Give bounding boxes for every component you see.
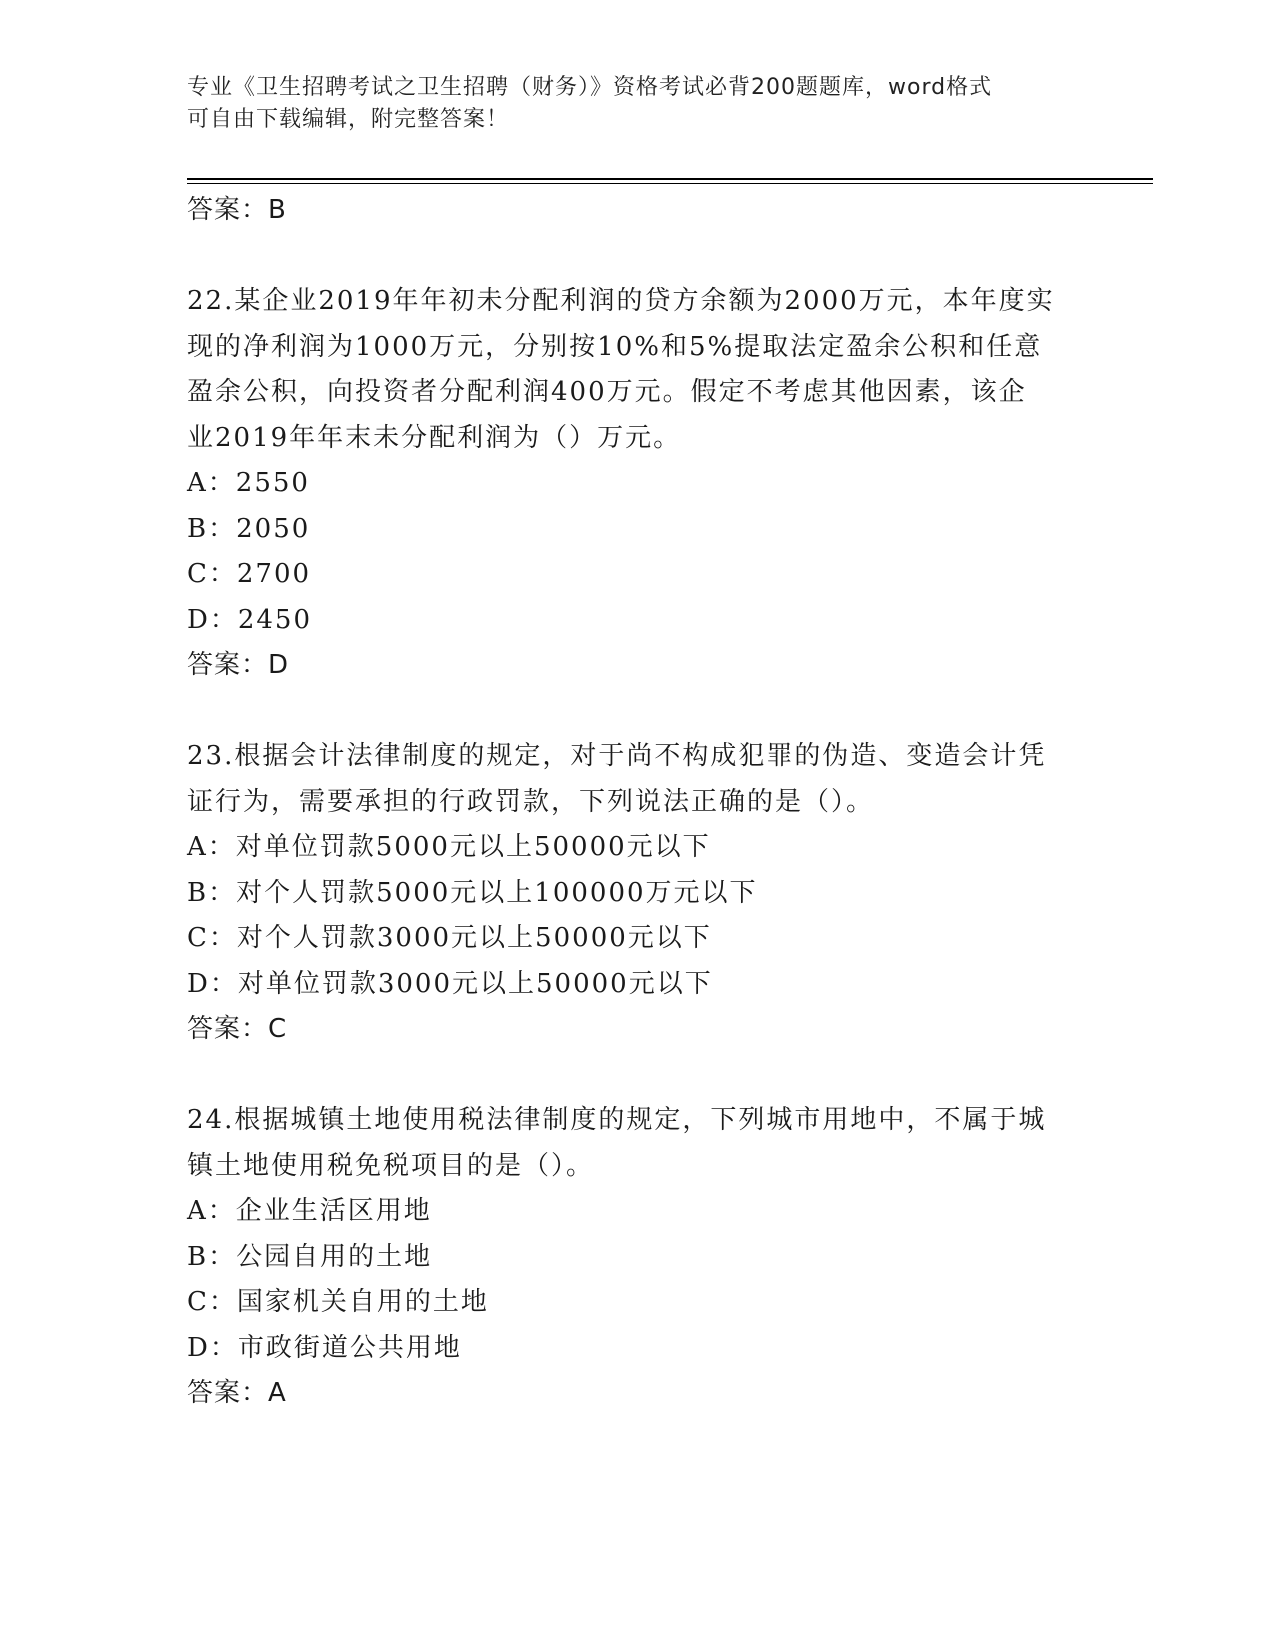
question-list xyxy=(187,188,1087,1415)
stem-line: 23.根据会计法律制度的规定，对于尚不构成犯罪的伪造、变造会计凭 xyxy=(187,741,1047,771)
option-c: C：对个人罚款3000元以上50000元以下 xyxy=(187,923,712,953)
previous-answer: 答案：B xyxy=(187,195,287,225)
option-a: A：对单位罚款5000元以上50000元以下 xyxy=(187,832,711,862)
spacer xyxy=(187,232,1087,279)
header-line-2: 可自由下载编辑，附完整答案！ xyxy=(187,107,510,132)
header-rule-thin xyxy=(187,183,1153,184)
option-d: D：对单位罚款3000元以上50000元以下 xyxy=(187,968,713,999)
question-stem xyxy=(187,279,1087,461)
option-d: D：市政街道公共用地 xyxy=(187,1332,462,1363)
header-line-1: 专业《卫生招聘考试之卫生招聘（财务）》资格考试必背200题题库，word格式 xyxy=(187,75,993,100)
answer-label: 答案：A xyxy=(187,1378,287,1408)
option-b: B：2050 xyxy=(187,513,311,544)
stem-line: 业2019年年末未分配利润为（）万元。 xyxy=(187,422,682,453)
stem-line: 24.根据城镇土地使用税法律制度的规定，下列城市用地中，不属于城 xyxy=(187,1105,1047,1135)
spacer xyxy=(187,687,1087,734)
option-c: C：2700 xyxy=(187,559,312,589)
page-header xyxy=(187,72,1067,136)
question-stem xyxy=(187,734,1087,825)
answer-label: 答案：D xyxy=(187,650,290,680)
stem-line: 盈余公积，向投资者分配利润400万元。假定不考虑其他因素，该企 xyxy=(187,377,1027,407)
question-23 xyxy=(187,734,1087,1051)
header-rule-thick xyxy=(187,178,1153,180)
question-22 xyxy=(187,279,1087,687)
stem-line: 现的净利润为1000万元，分别按10%和5%提取法定盈余公积和任意 xyxy=(187,331,1043,362)
option-b: B：公园自用的土地 xyxy=(187,1241,433,1272)
option-a: A：企业生活区用地 xyxy=(187,1196,432,1226)
stem-line: 证行为，需要承担的行政罚款，下列说法正确的是（）。 xyxy=(187,786,875,817)
answer-label: 答案：C xyxy=(187,1014,288,1044)
stem-line: 镇土地使用税免税项目的是（）。 xyxy=(187,1150,595,1181)
spacer xyxy=(187,1051,1087,1098)
option-b: B：对个人罚款5000元以上100000万元以下 xyxy=(187,877,758,908)
option-c: C：国家机关自用的土地 xyxy=(187,1287,489,1317)
question-24 xyxy=(187,1098,1087,1415)
option-d: D：2450 xyxy=(187,604,313,635)
stem-line: 22.某企业2019年年初未分配利润的贷方余额为2000万元，本年度实 xyxy=(187,286,1055,316)
option-a: A：2550 xyxy=(187,468,310,498)
question-stem xyxy=(187,1098,1087,1189)
